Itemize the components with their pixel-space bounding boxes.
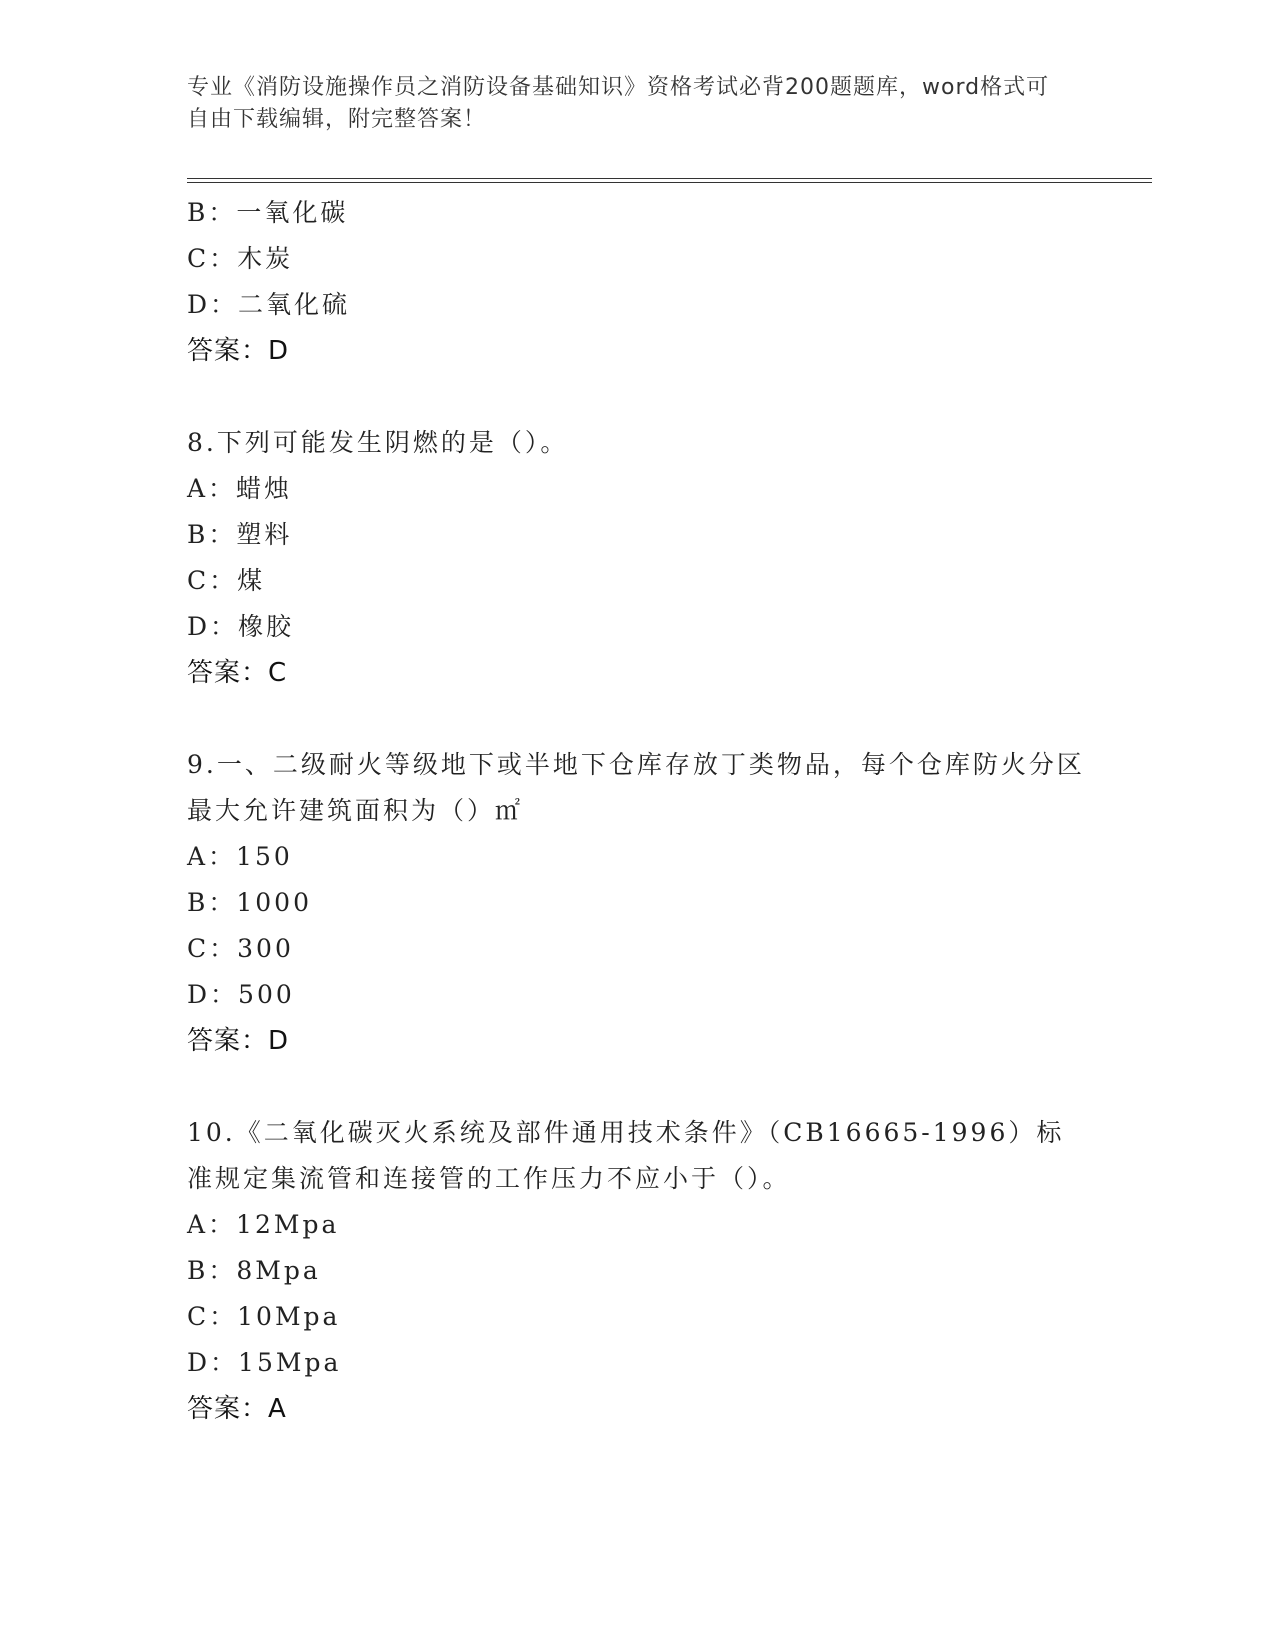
option-a: A：蜡烛 — [187, 474, 293, 503]
answer: 答案：C — [187, 658, 288, 688]
question-stem: 10.《二氧化碳灭火系统及部件通用技术条件》（CB16665-1996）标准规定集流管和连接管的工作压力不应小于（）。 — [187, 1118, 1065, 1193]
option-d: D：二氧化硫 — [187, 290, 351, 319]
option-c: C：煤 — [187, 566, 266, 595]
option-d: D：橡胶 — [187, 612, 295, 641]
question-stem: 9.一、二级耐火等级地下或半地下仓库存放丁类物品，每个仓库防火分区最大允许建筑面积为（）㎡ — [187, 750, 1085, 825]
option-b: B：一氧化碳 — [187, 198, 349, 227]
option-c: C：木炭 — [187, 244, 294, 273]
option-a: A：150 — [187, 842, 293, 871]
header-divider-bottom — [187, 182, 1152, 183]
partial-question — [187, 190, 1107, 374]
answer: 答案：D — [187, 336, 290, 366]
header-divider-top — [187, 178, 1152, 179]
option-a: A：12Mpa — [187, 1210, 340, 1239]
question-10 — [187, 1110, 1107, 1432]
option-c: C：300 — [187, 934, 294, 963]
option-d: D：500 — [187, 980, 295, 1009]
option-b: B：1000 — [187, 888, 312, 917]
answer: 答案：A — [187, 1394, 287, 1424]
answer: 答案：D — [187, 1026, 290, 1056]
question-9 — [187, 742, 1107, 1064]
question-list — [187, 190, 1107, 1432]
option-d: D：15Mpa — [187, 1348, 342, 1377]
question-stem: 8.下列可能发生阴燃的是（）。 — [187, 428, 569, 457]
option-c: C：10Mpa — [187, 1302, 341, 1331]
option-b: B：8Mpa — [187, 1256, 321, 1285]
document-header: 专业《消防设施操作员之消防设备基础知识》资格考试必背200题题库，word格式可自由下载编辑，附完整答案！ — [187, 75, 1050, 132]
option-b: B：塑料 — [187, 520, 293, 549]
question-8 — [187, 420, 1107, 696]
